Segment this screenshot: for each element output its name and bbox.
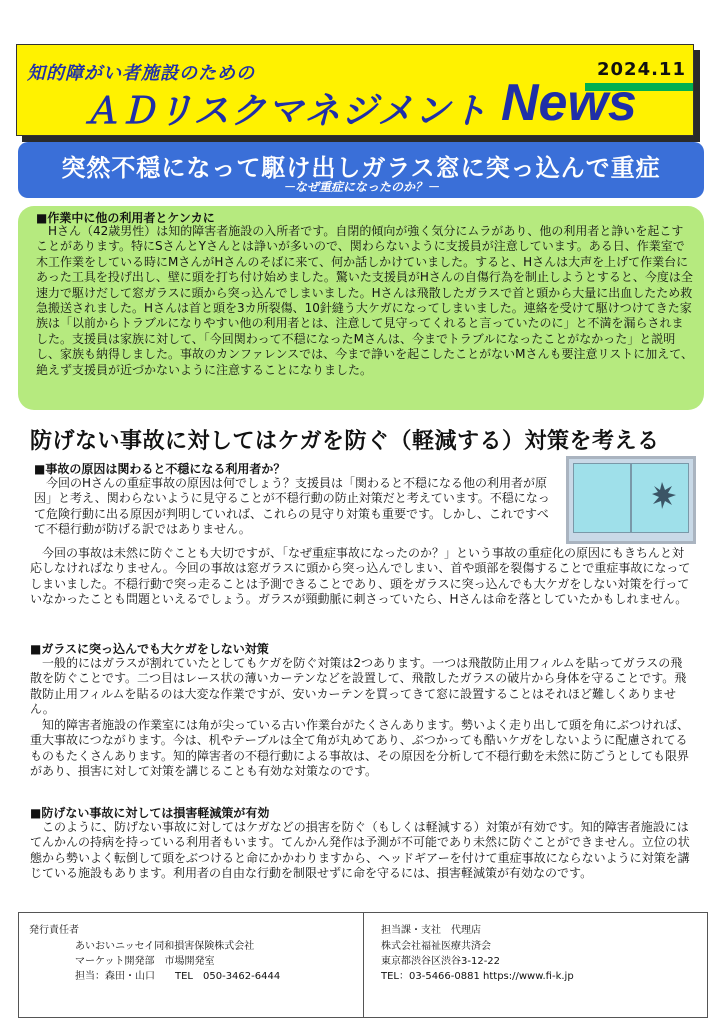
article-title: 突然不穏になって駆け出しガラス窓に突っ込んで重症 bbox=[61, 154, 661, 182]
section2-paragraph1: 一般的にはガラスが割れていたとしてもケガを防ぐ対策は2つあります。一つは飛散防止用フィルムを貼ってガラスの飛散を防ぐことです。二つ目はレース状の薄いカーテンなどを設置して、飛散したガラスの破片から身体を守ることです。飛散防止用フィルムを貼るのは大変な作業ですが、安いカーテンを買ってきて窓に設置することはそれほど難しくありません。 bbox=[30, 656, 687, 717]
issue-date: 2024.11 bbox=[597, 59, 686, 80]
footer-divider bbox=[363, 913, 364, 1017]
window-pane-right bbox=[631, 463, 689, 533]
case-text: Hさん（42歳男性）は知的障害者施設の入所者です。自閉的傾向が強く気分にムラがあり、他の利用者と諍いを起こすことがあります。特にSさんとYさんとは諍いが多いので、関わらないように支援員が注意しています。ある日、作業室で木工作業をしている時にMさんがHさんのそばに来て、何か話しかけていました。すると、Hさんは大声を上げて作業台にあった工具を投げ出し、壁に頭を打ち付け始めました。驚いた支援員がHさんの自傷行為を制止しようとすると、今度は全速力で駆けだして窓ガラスに頭から突っ込んでしまいました。Hさんは飛散したガラスで首と頭から大量に出血したため救急搬送されました。Hさんは首と頭を3カ所裂傷、10針縫う大ケガになってしまいました。連絡を受けて駆けつけてきた家族は「以前からトラブルになりやすい他の利用者とは、注意して見守ってくれると言っていたのに」と不満を漏らされました。支援員は家族に対して、「今回関わって不穏になったMさんは、今までトラブルになったことがなかった」と説明し、家族も納得しました。事故のカンファレンスでは、今まで諍いを起こしたことがないMさんも要注意リストに加えて、絶えず支援員が近づかないように注意することになりました。 bbox=[36, 224, 693, 377]
footer-box bbox=[18, 912, 708, 1018]
publisher-line-3: 担当：森田・山口 TEL 050-3462-6444 bbox=[75, 971, 281, 982]
header-title: ＡＤリスクマネジメント bbox=[83, 91, 489, 132]
agency-line-3: TEL：03-5466-0881 https://www.fi-k.jp bbox=[381, 971, 574, 982]
section-main-heading: 防げない事故に対してはケガを防ぐ（軽減する）対策を考える bbox=[30, 429, 660, 454]
header-subtitle: 知的障がい者施設のための bbox=[27, 63, 255, 84]
section1-paragraph2: 今回の事故は未然に防ぐことも大切ですが、「なぜ重症事故になったのか？」という事故の重症化の原因にもきちんと対応しなければなりません。今回の事故は窓ガラスに頭から突っ込んでしまい、首や頭部を裂傷することで重症事故になってしまいました。不穏行動で突っ走ることは予測できることであり、頭をガラスに突っ込んでも大ケガをしない対策を行っていなかったことも問題といえるでしょう。ガラスが頸動脈に刺さっていたら、Hさんは命を落としていたかもしれません。 bbox=[30, 546, 691, 607]
section2-heading: ■ガラスに突っ込んでも大ケガをしない対策 bbox=[30, 642, 269, 656]
section3-heading: ■防げない事故に対しては損害軽減策が有効 bbox=[30, 806, 270, 820]
broken-window-illustration bbox=[566, 456, 696, 544]
section1-heading: ■事故の原因は関わると不穏になる利用者か？ bbox=[34, 462, 286, 476]
section3-paragraph: このように、防げない事故に対してはケガなどの損害を防ぐ（もしくは軽減する）対策が有効です。知的障害者施設にはてんかんの持病を持っている利用者もいます。てんかん発作は予測が不可能であり未然に防ぐことができません。立位の状態から勢いよく転倒して頭をぶつけると命にかかわりますから、ヘッドギアーを付けて重症事故にならないように対策を講じている施設もあります。利用者の自由な行動を制限せずに命を守るには、損害軽減策が有効なのです。 bbox=[30, 820, 690, 881]
agency-line-2: 東京都渋谷区渋谷3-12-22 bbox=[381, 956, 501, 967]
newsletter-header bbox=[16, 44, 694, 136]
shattered-glass-icon bbox=[632, 464, 688, 532]
publisher-line-2: マーケット開発部 市場開発室 bbox=[75, 956, 215, 967]
window-pane-left bbox=[573, 463, 631, 533]
agency-label: 担当課・支社 代理店 bbox=[381, 925, 481, 936]
publisher-line-1: あいおいニッセイ同和損害保険株式会社 bbox=[75, 941, 255, 952]
article-title-banner bbox=[18, 142, 704, 198]
agency-line-1: 株式会社福祉医療共済会 bbox=[381, 941, 491, 952]
section1-paragraph1: 今回のHさんの重症事故の原因は何でしょう？支援員は「関わると不穏になる他の利用者が原因」と考え、関わらないように見守ることが不穏行動の防止対策だと考えています。不穏になって危険行動に出る原因が判明していれば、これらの見守り対策も重要です。しかし、これですべて不穏行動が防げる訳ではありません。 bbox=[34, 476, 550, 537]
section2-paragraph2: 知的障害者施設の作業室には角が尖っている古い作業台がたくさんあります。勢いよく走り出して頭を角にぶつければ、重大事故につながります。今は、机やテーブルは全て角が丸めてあり、ぶつかっても酷いケガをしないように配慮されてるものもたくさんあります。知的障害者の不穏行動による事故は、その原因を分析して不穏行動を未然に防ごうとしても限界があり、損害に対して対策を講じることも有効な対策なのです。 bbox=[30, 718, 690, 779]
case-heading: ■作業中に他の利用者とケンカに bbox=[36, 211, 215, 225]
article-subtitle: －なぜ重症になったのか？－ bbox=[282, 180, 439, 194]
header-news-logo: News bbox=[501, 74, 637, 132]
case-box bbox=[18, 206, 704, 410]
publisher-label: 発行責任者 bbox=[29, 925, 79, 936]
